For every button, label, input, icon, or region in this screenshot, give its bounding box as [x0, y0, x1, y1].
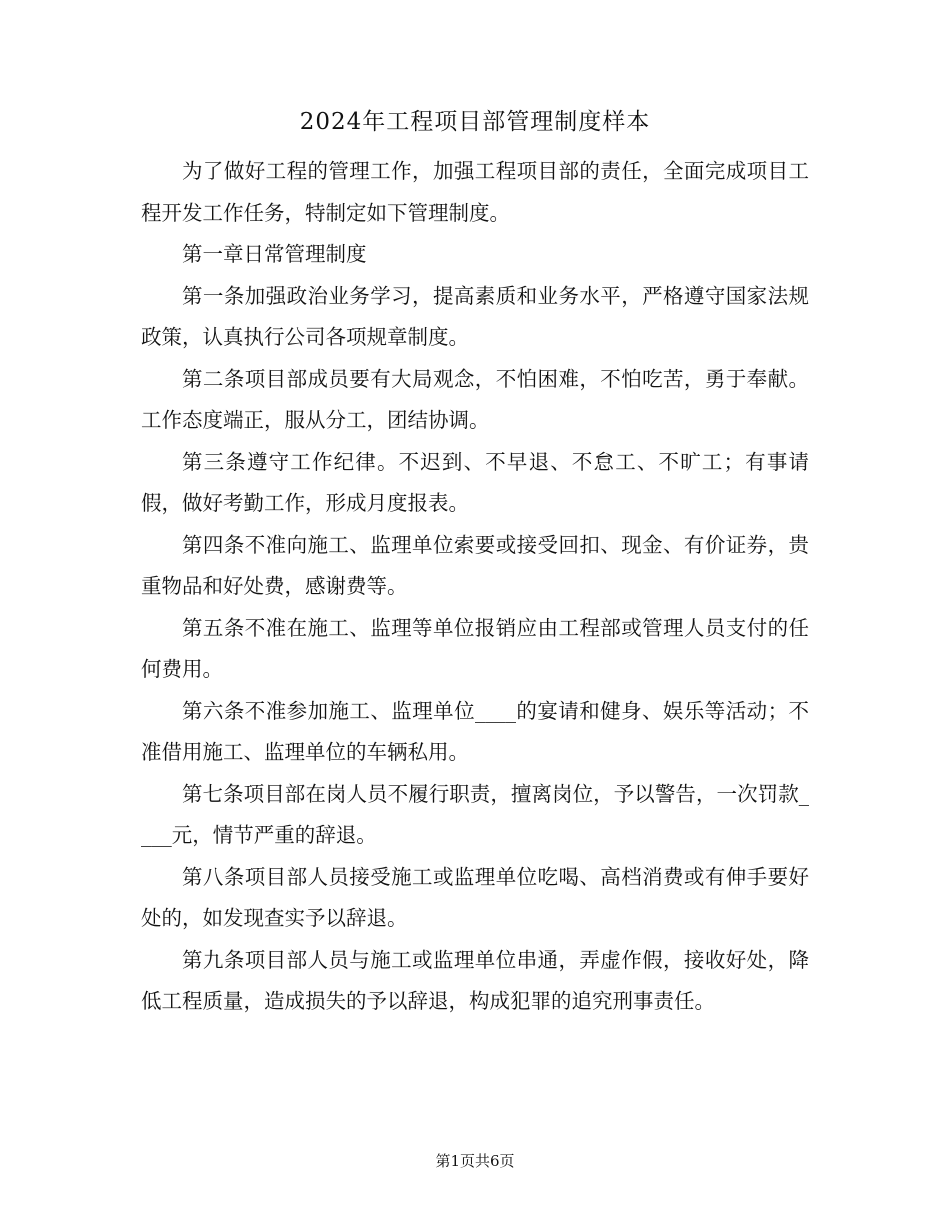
article-4: 第四条不准向施工、监理单位索要或接受回扣、现金、有价证券，贵重物品和好处费，感谢费等。	[141, 532, 809, 598]
article-2: 第二条项目部成员要有大局观念，不怕困难，不怕吃苦，勇于奉献。工作态度端正，服从分工，团结协调。	[141, 366, 809, 432]
article-9: 第九条项目部人员与施工或监理单位串通，弄虚作假，接收好处，降低工程质量，造成损失的予以辞退，构成犯罪的追究刑事责任。	[141, 947, 809, 1013]
article-3: 第三条遵守工作纪律。不迟到、不早退、不怠工、不旷工；有事请假，做好考勤工作，形成月度报表。	[141, 449, 809, 515]
article-8: 第八条项目部人员接受施工或监理单位吃喝、高档消费或有伸手要好处的，如发现查实予以辞退。	[141, 864, 809, 930]
article-1: 第一条加强政治业务学习，提高素质和业务水平，严格遵守国家法规政策，认真执行公司各项规章制度。	[141, 283, 809, 349]
article-5: 第五条不准在施工、监理等单位报销应由工程部或管理人员支付的任何费用。	[141, 615, 809, 681]
document-body	[141, 151, 809, 1023]
page-footer: 第1页共6页	[435, 1152, 515, 1170]
paragraph-intro: 为了做好工程的管理工作，加强工程项目部的责任，全面完成项目工程开发工作任务，特制定如下管理制度。	[141, 159, 809, 225]
document-title: 2024年工程项目部管理制度样本	[299, 109, 651, 135]
chapter-heading: 第一章日常管理制度	[182, 242, 367, 266]
article-6: 第六条不准参加施工、监理单位____的宴请和健身、娱乐等活动；不准借用施工、监理单位的车辆私用。	[141, 698, 809, 764]
article-7: 第七条项目部在岗人员不履行职责，擅离岗位，予以警告，一次罚款____元，情节严重的辞退。	[141, 781, 809, 847]
